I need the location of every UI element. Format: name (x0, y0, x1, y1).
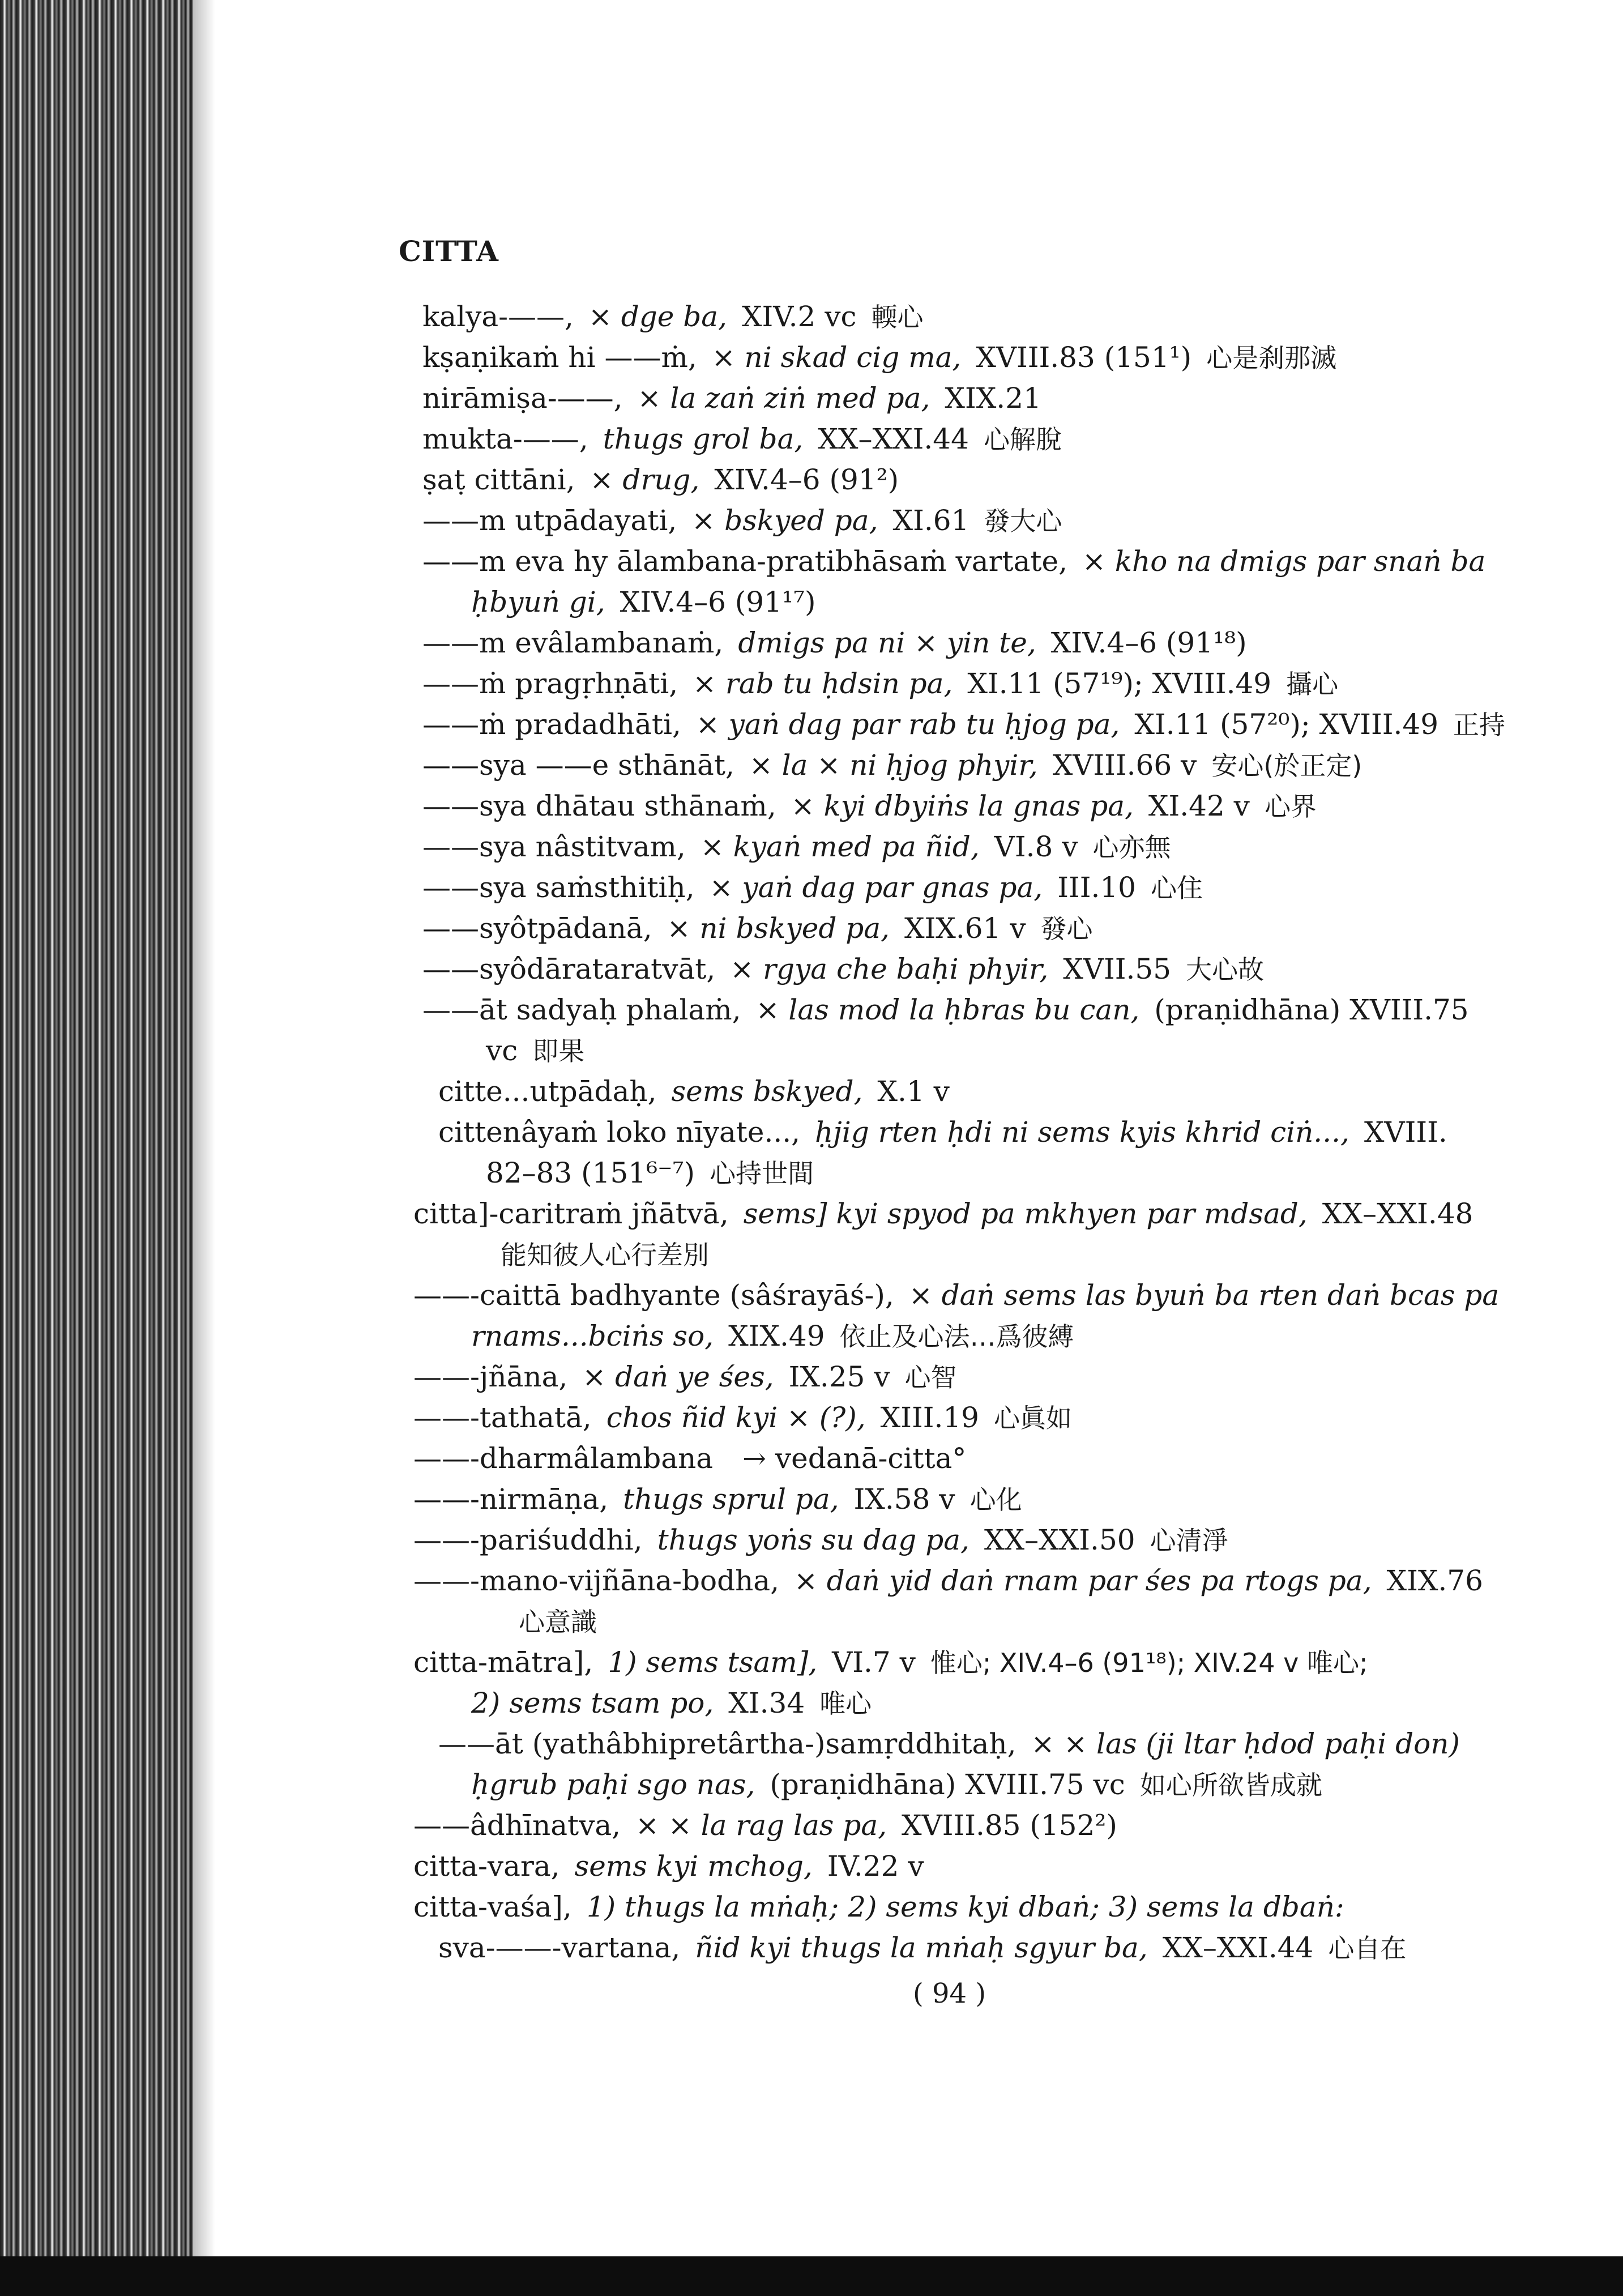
sanskrit-term: ——-tathatā, (413, 1401, 592, 1434)
chinese-equivalent: 惟心; XIV.4–6 (91¹⁸); XIV.24 v 唯心; (930, 1648, 1368, 1678)
dictionary-entry (413, 1403, 1087, 1432)
sanskrit-term: ——m utpādayati, (422, 504, 677, 537)
chinese-equivalent: 發心 (1040, 914, 1093, 944)
dictionary-entry (413, 1811, 1147, 1840)
dictionary-entry (422, 669, 1353, 698)
dictionary-entry (413, 1483, 1037, 1516)
dictionary-entry (413, 1197, 1502, 1230)
chinese-equivalent: 能知彼人心行差別 (501, 1240, 709, 1270)
dictionary-entry (422, 830, 1186, 863)
sanskrit-term: ——syôtpādanā, (422, 912, 652, 945)
dictionary-entry (438, 1116, 1477, 1149)
reference: (praṇidhāna) XVIII.75 vc (770, 1768, 1125, 1801)
reference: XIX.61 v (904, 912, 1026, 945)
reference: VI.8 v (994, 830, 1078, 863)
reference: XIV.4–6 (91¹⁷) (620, 586, 816, 618)
chinese-equivalent: 心自在 (1328, 1933, 1407, 1964)
reference: XI.61 (892, 504, 969, 537)
tibetan-equivalent: × × las (ji ltar ḥdod paḥi don) (1031, 1727, 1460, 1760)
tibetan-equivalent: × la zaṅ ziṅ med pa, (637, 382, 930, 415)
tibetan-equivalent: thugs sprul pa, (623, 1483, 839, 1516)
dictionary-entry (456, 1689, 886, 1717)
tibetan-equivalent: × daṅ yid daṅ rnam par śes pa rtogs pa, (794, 1564, 1372, 1597)
chinese-equivalent: 心持世間 (710, 1158, 814, 1189)
dictionary-entry (422, 382, 1071, 415)
tibetan-equivalent: × kyaṅ med pa ñid, (700, 830, 980, 863)
reference: XIX.21 (945, 382, 1041, 415)
dictionary-entry (422, 873, 1218, 902)
reference: XIX.49 (728, 1320, 825, 1352)
dictionary-entry (456, 1240, 724, 1269)
tibetan-equivalent: × rab tu ḥdsin pa, (693, 667, 953, 700)
reference: XIV.4–6 (91¹⁸) (1050, 626, 1247, 659)
reference: XVIII. (1364, 1116, 1447, 1149)
chinese-equivalent: 如心所欲皆成就 (1139, 1770, 1322, 1800)
sanskrit-term: kalya-——, (422, 300, 574, 333)
tibetan-equivalent: sems kyi mchog, (574, 1850, 813, 1883)
reference: IX.25 v (788, 1360, 890, 1393)
sanskrit-term: citte...utpādaḥ, (438, 1075, 657, 1108)
reference: XVII.55 (1063, 953, 1172, 985)
sanskrit-term: ——-caittā badhyante (sâśrayāś-), (413, 1279, 894, 1312)
sanskrit-term: citta-vaśa], (413, 1890, 572, 1923)
dictionary-entry (456, 1322, 1089, 1350)
sanskrit-term: ——m evâlambanaṁ, (422, 626, 724, 659)
sanskrit-term: nirāmiṣa-——, (422, 382, 623, 415)
dictionary-entry (422, 343, 1351, 372)
dictionary-entry (422, 425, 1077, 453)
tibetan-equivalent: × kyi dbyiṅs la gnas pa, (791, 789, 1134, 822)
tibetan-equivalent: × bskyed pa, (691, 504, 878, 537)
tibetan-equivalent: chos ñid kyi × (?), (606, 1401, 866, 1434)
sanskrit-term: ——m eva hy ālambana-pratibhāsaṁ vartate, (422, 545, 1067, 578)
chinese-equivalent: 大心故 (1186, 954, 1265, 985)
reference: vc (486, 1034, 518, 1067)
tibetan-equivalent: × ni skad cig ma, (711, 341, 962, 374)
reference: XX–XXI.44 (818, 423, 969, 455)
sanskrit-term: ——-pariśuddhi, (413, 1523, 643, 1556)
dictionary-entry (422, 710, 1520, 739)
dictionary-entry (456, 1036, 599, 1065)
tibetan-equivalent: 2) sems tsam po, (471, 1687, 714, 1719)
sanskrit-term: sva-——-vartana, (438, 1931, 681, 1964)
dictionary-entry (438, 1727, 1504, 1760)
reference: 82–83 (151⁶⁻⁷) (486, 1156, 695, 1189)
reference: XI.42 v (1148, 789, 1250, 822)
dictionary-entry (422, 463, 928, 496)
sanskrit-term: ——āt sadyaḥ phalaṁ, (422, 993, 741, 1026)
reference: XVIII.83 (151¹) (976, 341, 1192, 374)
dictionary-entry (413, 1360, 972, 1393)
chinese-equivalent: 心清淨 (1150, 1525, 1228, 1556)
sanskrit-term: ——-nirmāṇa, (413, 1483, 609, 1516)
dictionary-entry (413, 1646, 1383, 1679)
tibetan-equivalent: dmigs pa ni × yin te, (738, 626, 1036, 659)
tibetan-equivalent: sems] kyi spyod pa mkhyen par mdsad, (743, 1197, 1308, 1230)
sanskrit-term: ——āt (yathâbhipretârtha-)samṛddhitaḥ, (438, 1727, 1016, 1760)
dictionary-entry (438, 1931, 1421, 1964)
tibetan-equivalent: × las mod la ḥbras bu can, (755, 993, 1140, 1026)
page-number: ( 94 ) (913, 1978, 986, 2009)
tibetan-equivalent: × drug, (590, 463, 700, 496)
dictionary-entry (422, 302, 938, 331)
tibetan-equivalent: 1) thugs la mṅaḥ; 2) sems kyi dbaṅ; 3) sems la dbaṅ: (586, 1890, 1344, 1923)
reference: → vedanā-citta° (742, 1442, 967, 1475)
reference: XI.11 (57¹⁹); XVIII.49 (967, 667, 1272, 700)
reference: XX–XXI.50 (984, 1523, 1135, 1556)
tibetan-equivalent: × daṅ ye śes, (582, 1360, 774, 1393)
sanskrit-term: ——-mano-vijñāna-bodha, (413, 1564, 779, 1597)
sanskrit-term: citta-vara, (413, 1850, 560, 1883)
chinese-equivalent: 輭心 (871, 302, 924, 332)
tibetan-equivalent: sems bskyed, (671, 1075, 863, 1108)
sanskrit-term: cittenâyaṁ loko nīyate..., (438, 1116, 801, 1149)
dictionary-entry (422, 955, 1279, 983)
tibetan-equivalent: × daṅ sems las byuṅ ba rten daṅ bcas pa (908, 1279, 1500, 1312)
tibetan-equivalent: × yaṅ dag par gnas pa, (709, 871, 1043, 904)
chinese-equivalent: 安心(於正定) (1211, 750, 1363, 781)
chinese-equivalent: 心住 (1150, 873, 1203, 903)
chinese-equivalent: 即果 (532, 1036, 585, 1066)
dictionary-entry (422, 749, 1377, 782)
dictionary-entry (413, 1850, 954, 1883)
tibetan-equivalent: × dge ba, (588, 300, 727, 333)
tibetan-equivalent: × yaṅ dag par rab tu ḥjog pa, (695, 708, 1120, 741)
chinese-equivalent: 發大心 (984, 506, 1062, 536)
tibetan-equivalent: × rgya che baḥi phyir, (730, 953, 1049, 985)
dictionary-entry (422, 626, 1276, 659)
reference: XX–XXI.44 (1162, 1931, 1314, 1964)
reference: XI.11 (57²⁰); XVIII.49 (1134, 708, 1439, 741)
sanskrit-term: ——sya saṁsthitiḥ, (422, 871, 695, 904)
dictionary-entry (456, 1770, 1337, 1799)
chinese-equivalent: 攝心 (1286, 669, 1339, 699)
dictionary-entry (438, 1077, 979, 1106)
reference: (praṇidhāna) XVIII.75 (1154, 993, 1469, 1026)
tibetan-equivalent: ḥgrub paḥi sgo nas, (471, 1768, 755, 1801)
chinese-equivalent: 依止及心法…爲彼縛 (839, 1321, 1074, 1352)
reference: XIX.76 (1386, 1564, 1483, 1597)
reference: XIII.19 (880, 1401, 979, 1434)
sanskrit-term: ——sya dhātau sthānaṁ, (422, 789, 776, 822)
dictionary-entry (475, 1607, 612, 1636)
dictionary-entry (422, 993, 1498, 1026)
chinese-equivalent: 心亦無 (1092, 832, 1171, 863)
dictionary-entry (456, 1156, 828, 1189)
sanskrit-term: mukta-——, (422, 423, 588, 455)
chinese-equivalent: 心解脫 (983, 424, 1062, 455)
reference: XVIII.85 (152²) (902, 1809, 1117, 1842)
tibetan-equivalent: thugs grol ba, (603, 423, 804, 455)
dictionary-entry (413, 1890, 1389, 1923)
dictionary-entry (422, 506, 1077, 535)
chinese-equivalent: 心界 (1264, 791, 1317, 822)
sanskrit-term: ṣaṭ cittāni, (422, 463, 575, 496)
sanskrit-term: ——syôdārataratvāt, (422, 953, 716, 985)
page-heading: CITTA (399, 234, 499, 268)
sanskrit-term: citta-mātra], (413, 1646, 593, 1679)
reference: XIV.4–6 (91²) (714, 463, 899, 496)
sanskrit-term: ——sya ——e sthānāt, (422, 749, 734, 782)
chinese-equivalent: 正持 (1453, 710, 1506, 740)
tibetan-equivalent: 1) sems tsam], (608, 1646, 818, 1679)
sanskrit-term: citta]-caritraṁ jñātvā, (413, 1197, 729, 1230)
sanskrit-term: ——ṁ pradadhāti, (422, 708, 681, 741)
reference: XX–XXI.48 (1322, 1197, 1473, 1230)
dictionary-entry (413, 1444, 996, 1473)
tibetan-equivalent: ñid kyi thugs la mṅaḥ sgyur ba, (695, 1931, 1148, 1964)
tibetan-equivalent: × la × ni ḥjog phyir, (749, 749, 1038, 782)
reference: VI.7 v (832, 1646, 916, 1679)
dictionary-entry (413, 1279, 1543, 1312)
tibetan-equivalent: thugs yoṅs su dag pa, (657, 1523, 969, 1556)
sanskrit-term: ——-jñāna, (413, 1360, 568, 1393)
sanskrit-term: ——ṁ pragṛhṇāti, (422, 667, 678, 700)
chinese-equivalent: 心是刹那滅 (1206, 343, 1337, 373)
reference: IX.58 v (853, 1483, 955, 1516)
sanskrit-term: ——âdhīnatva, (413, 1809, 621, 1842)
dictionary-entry (422, 545, 1530, 578)
chinese-equivalent: 唯心 (819, 1688, 872, 1719)
tibetan-equivalent: × kho na dmigs par snaṅ ba (1082, 545, 1486, 578)
chinese-equivalent: 心化 (969, 1484, 1022, 1515)
reference: III.10 (1057, 871, 1136, 904)
reference: IV.22 v (827, 1850, 924, 1883)
dictionary-entry (422, 912, 1108, 945)
tibetan-equivalent: ḥjig rten ḥdi ni sems kyis khrid ciṅ..., (815, 1116, 1349, 1149)
tibetan-equivalent: ḥbyuṅ gi, (471, 586, 605, 618)
dictionary-entry (456, 588, 845, 616)
sanskrit-term: ——sya nâstitvam, (422, 830, 686, 863)
reference: XVIII.66 v (1052, 749, 1197, 782)
dictionary-entry (413, 1564, 1513, 1597)
sanskrit-term: kṣaṇikaṁ hi ——ṁ, (422, 341, 697, 374)
chinese-equivalent: 心意識 (519, 1607, 597, 1637)
sanskrit-term: ——-dharmâlambana (413, 1442, 714, 1475)
reference: XI.34 (728, 1687, 805, 1719)
dictionary-entry (413, 1523, 1243, 1556)
chinese-equivalent: 心智 (904, 1362, 957, 1393)
tibetan-equivalent: × ni bskyed pa, (667, 912, 890, 945)
tibetan-equivalent: × × la rag las pa, (635, 1809, 887, 1842)
tibetan-equivalent: rnams...bciṅs so, (471, 1320, 714, 1352)
reference: X.1 v (877, 1075, 950, 1108)
chinese-equivalent: 心眞如 (993, 1403, 1072, 1433)
reference: XIV.2 vc (741, 300, 857, 333)
dictionary-entry (422, 789, 1331, 822)
